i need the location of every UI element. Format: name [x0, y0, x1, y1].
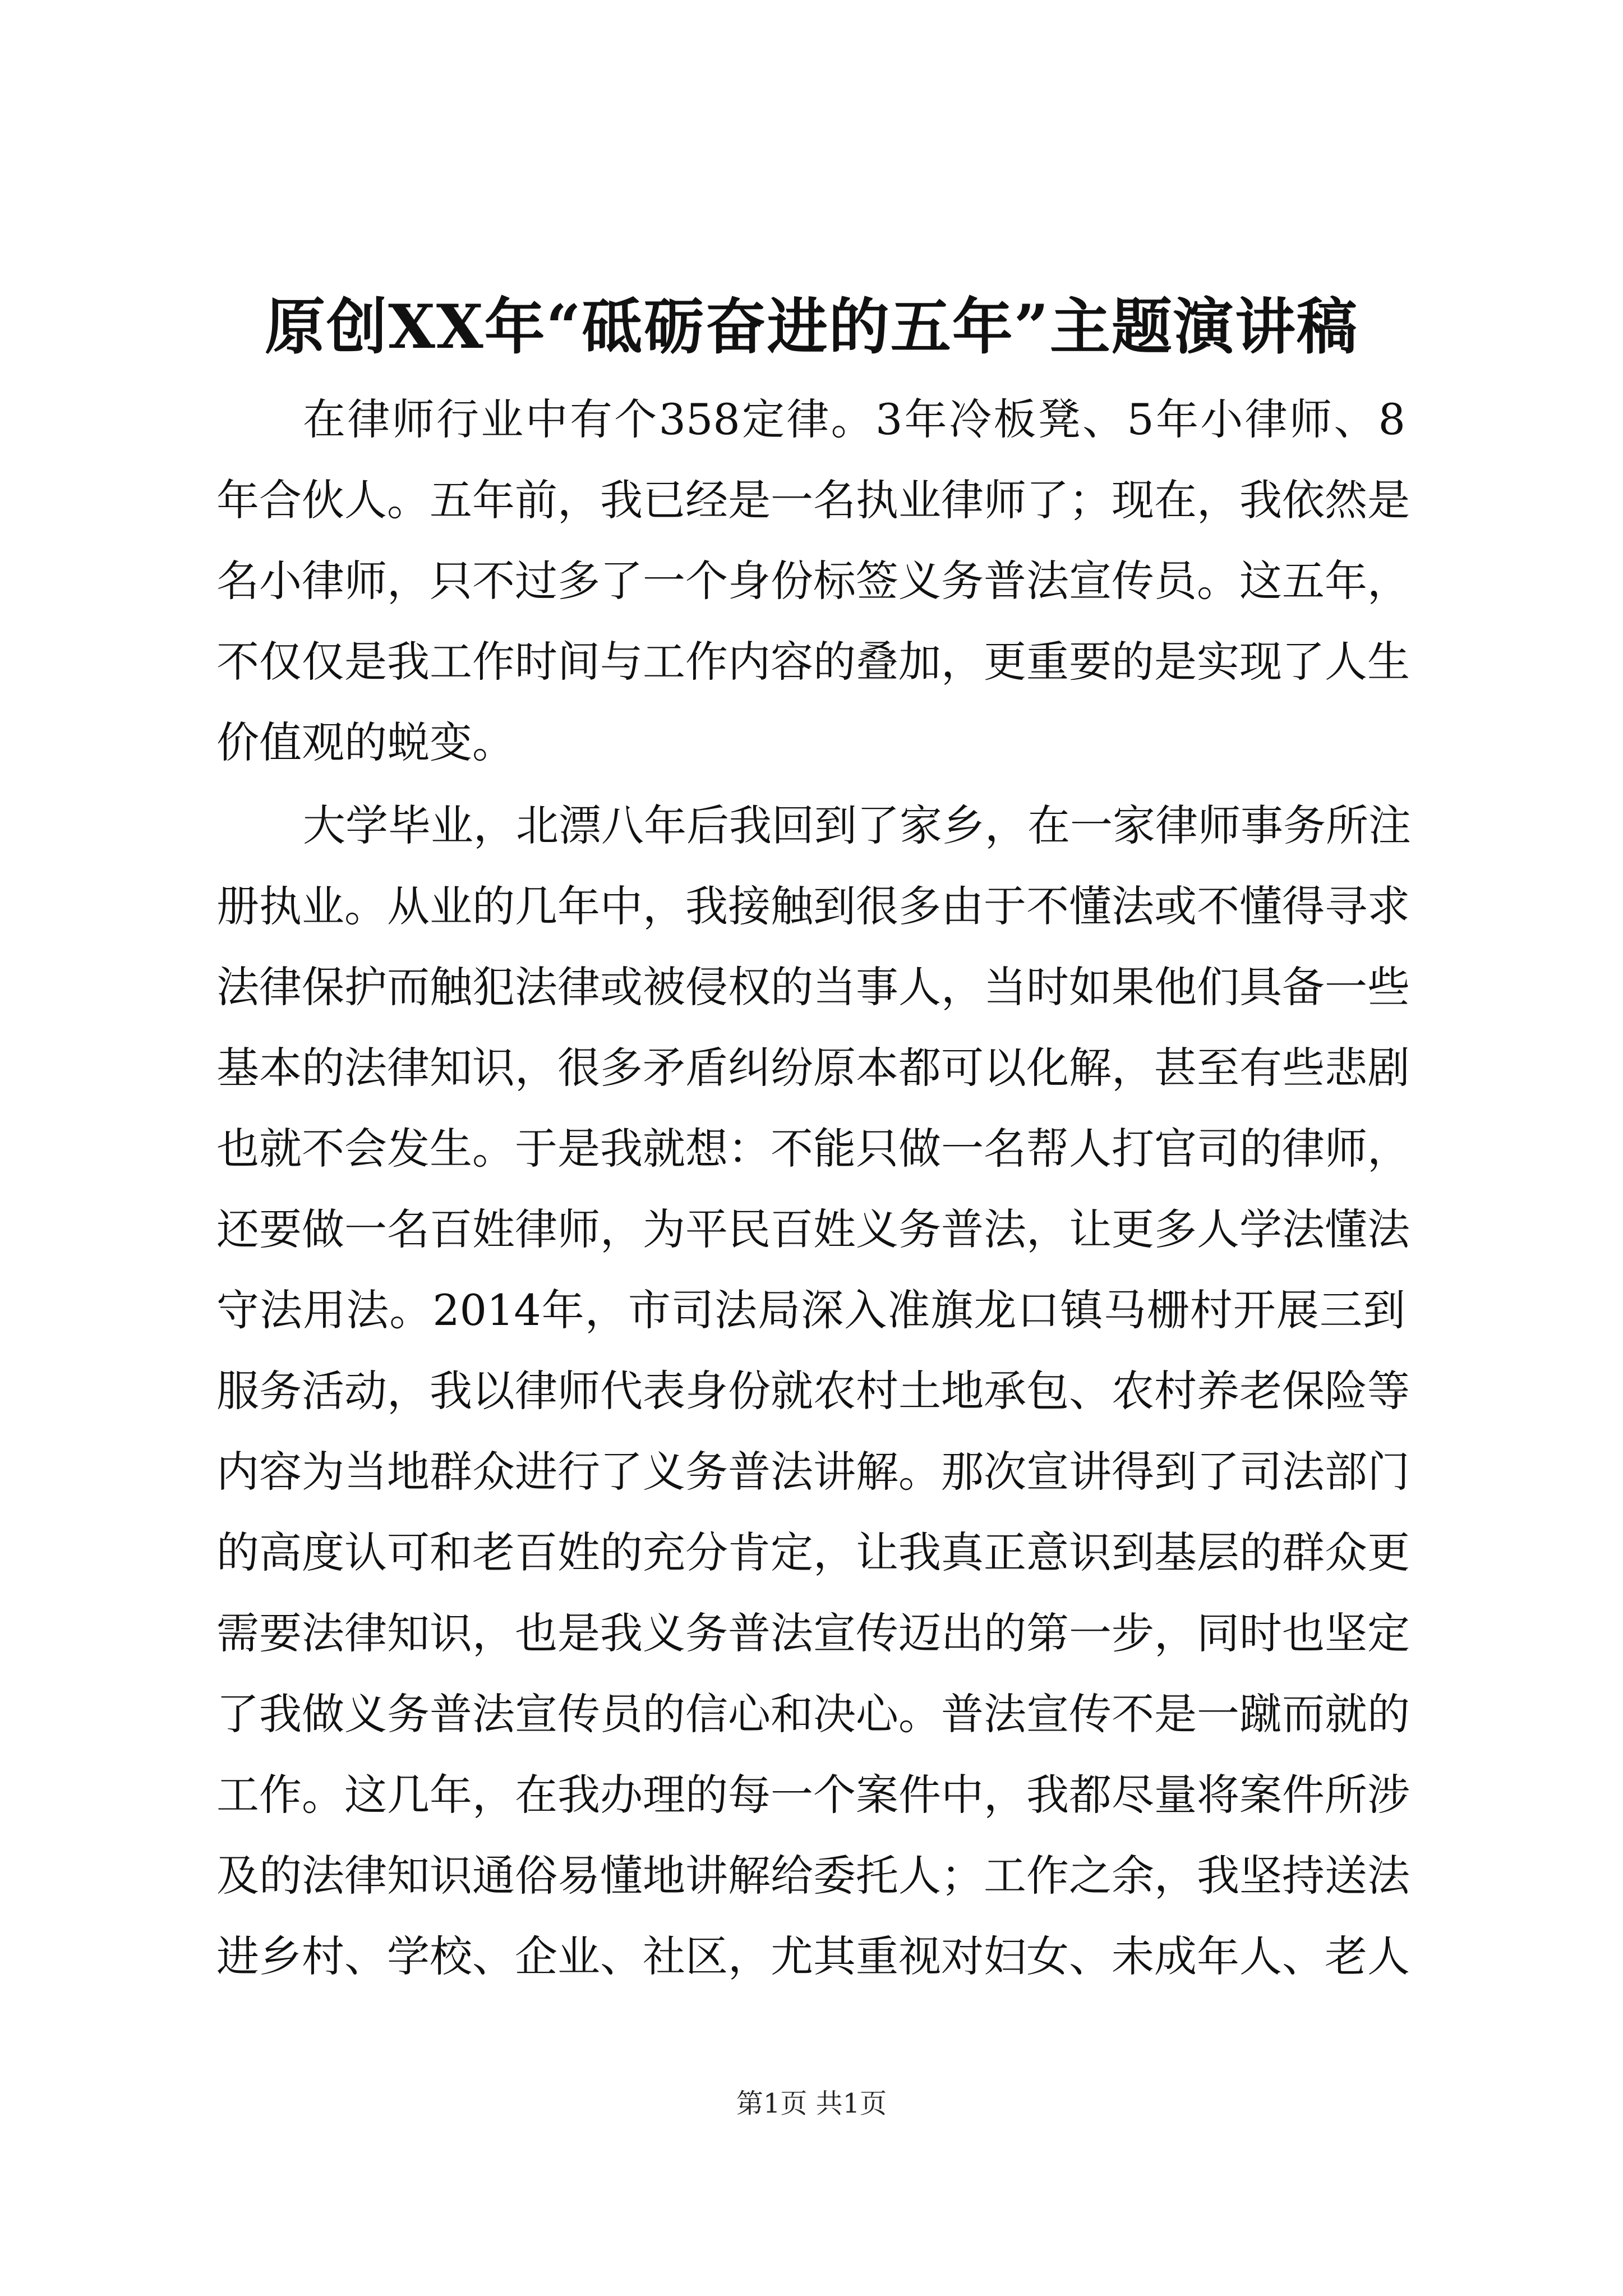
paragraph-2-line-13: 工作。这几年，在我办理的每一个案件中，我都尽量将案件所涉	[216, 1770, 1410, 1820]
paragraph-2-line-6: 还要做一名百姓律师，为平民百姓义务普法，让更多人学法懂法	[216, 1204, 1410, 1254]
paragraph-1-line-1: 在律师行业中有个358定律。3年冷板凳、5年小律师、8	[303, 394, 1405, 444]
paragraph-2-line-12: 了我做义务普法宣传员的信心和决心。普法宣传不是一蹴而就的	[216, 1689, 1410, 1739]
paragraph-2-line-10: 的高度认可和老百姓的充分肯定，让我真正意识到基层的群众更	[216, 1527, 1410, 1577]
document-title: 原创XX年“砥砺奋进的五年”主题演讲稿	[265, 292, 1358, 362]
paragraph-2-line-3: 法律保护而触犯法律或被侵权的当事人，当时如果他们具备一些	[216, 962, 1410, 1012]
paragraph-2-line-4: 基本的法律知识，很多矛盾纠纷原本都可以化解，甚至有些悲剧	[216, 1043, 1410, 1093]
paragraph-1-line-4: 不仅仅是我工作时间与工作内容的叠加，更重要的是实现了人生	[216, 637, 1410, 687]
page-footer: 第1页 共1页	[736, 2088, 887, 2119]
paragraph-2-line-5: 也就不会发生。于是我就想：不能只做一名帮人打官司的律师，	[216, 1124, 1410, 1174]
paragraph-2-line-7: 守法用法。2014年，市司法局深入准旗龙口镇马栅村开展三到	[216, 1285, 1405, 1335]
paragraph-2-line-14: 及的法律知识通俗易懂地讲解给委托人；工作之余，我坚持送法	[216, 1851, 1410, 1901]
paragraph-2-line-1: 大学毕业，北漂八年后我回到了家乡，在一家律师事务所注	[303, 800, 1411, 850]
paragraph-2-line-2: 册执业。从业的几年中，我接触到很多由于不懂法或不懂得寻求	[216, 881, 1410, 931]
paragraph-2-line-15: 进乡村、学校、企业、社区，尤其重视对妇女、未成年人、老人	[216, 1931, 1410, 1981]
paragraph-2-line-9: 内容为当地群众进行了义务普法讲解。那次宣讲得到了司法部门	[216, 1447, 1410, 1497]
paragraph-2-line-8: 服务活动，我以律师代表身份就农村土地承包、农村养老保险等	[216, 1366, 1410, 1416]
paragraph-2-line-11: 需要法律知识，也是我义务普法宣传迈出的第一步，同时也坚定	[216, 1608, 1410, 1658]
paragraph-1-line-2: 年合伙人。五年前，我已经是一名执业律师了；现在，我依然是	[216, 475, 1410, 525]
paragraph-1-line-5: 价值观的蜕变。	[216, 717, 515, 767]
paragraph-1-line-3: 名小律师，只不过多了一个身份标签义务普法宣传员。这五年，	[216, 556, 1410, 606]
